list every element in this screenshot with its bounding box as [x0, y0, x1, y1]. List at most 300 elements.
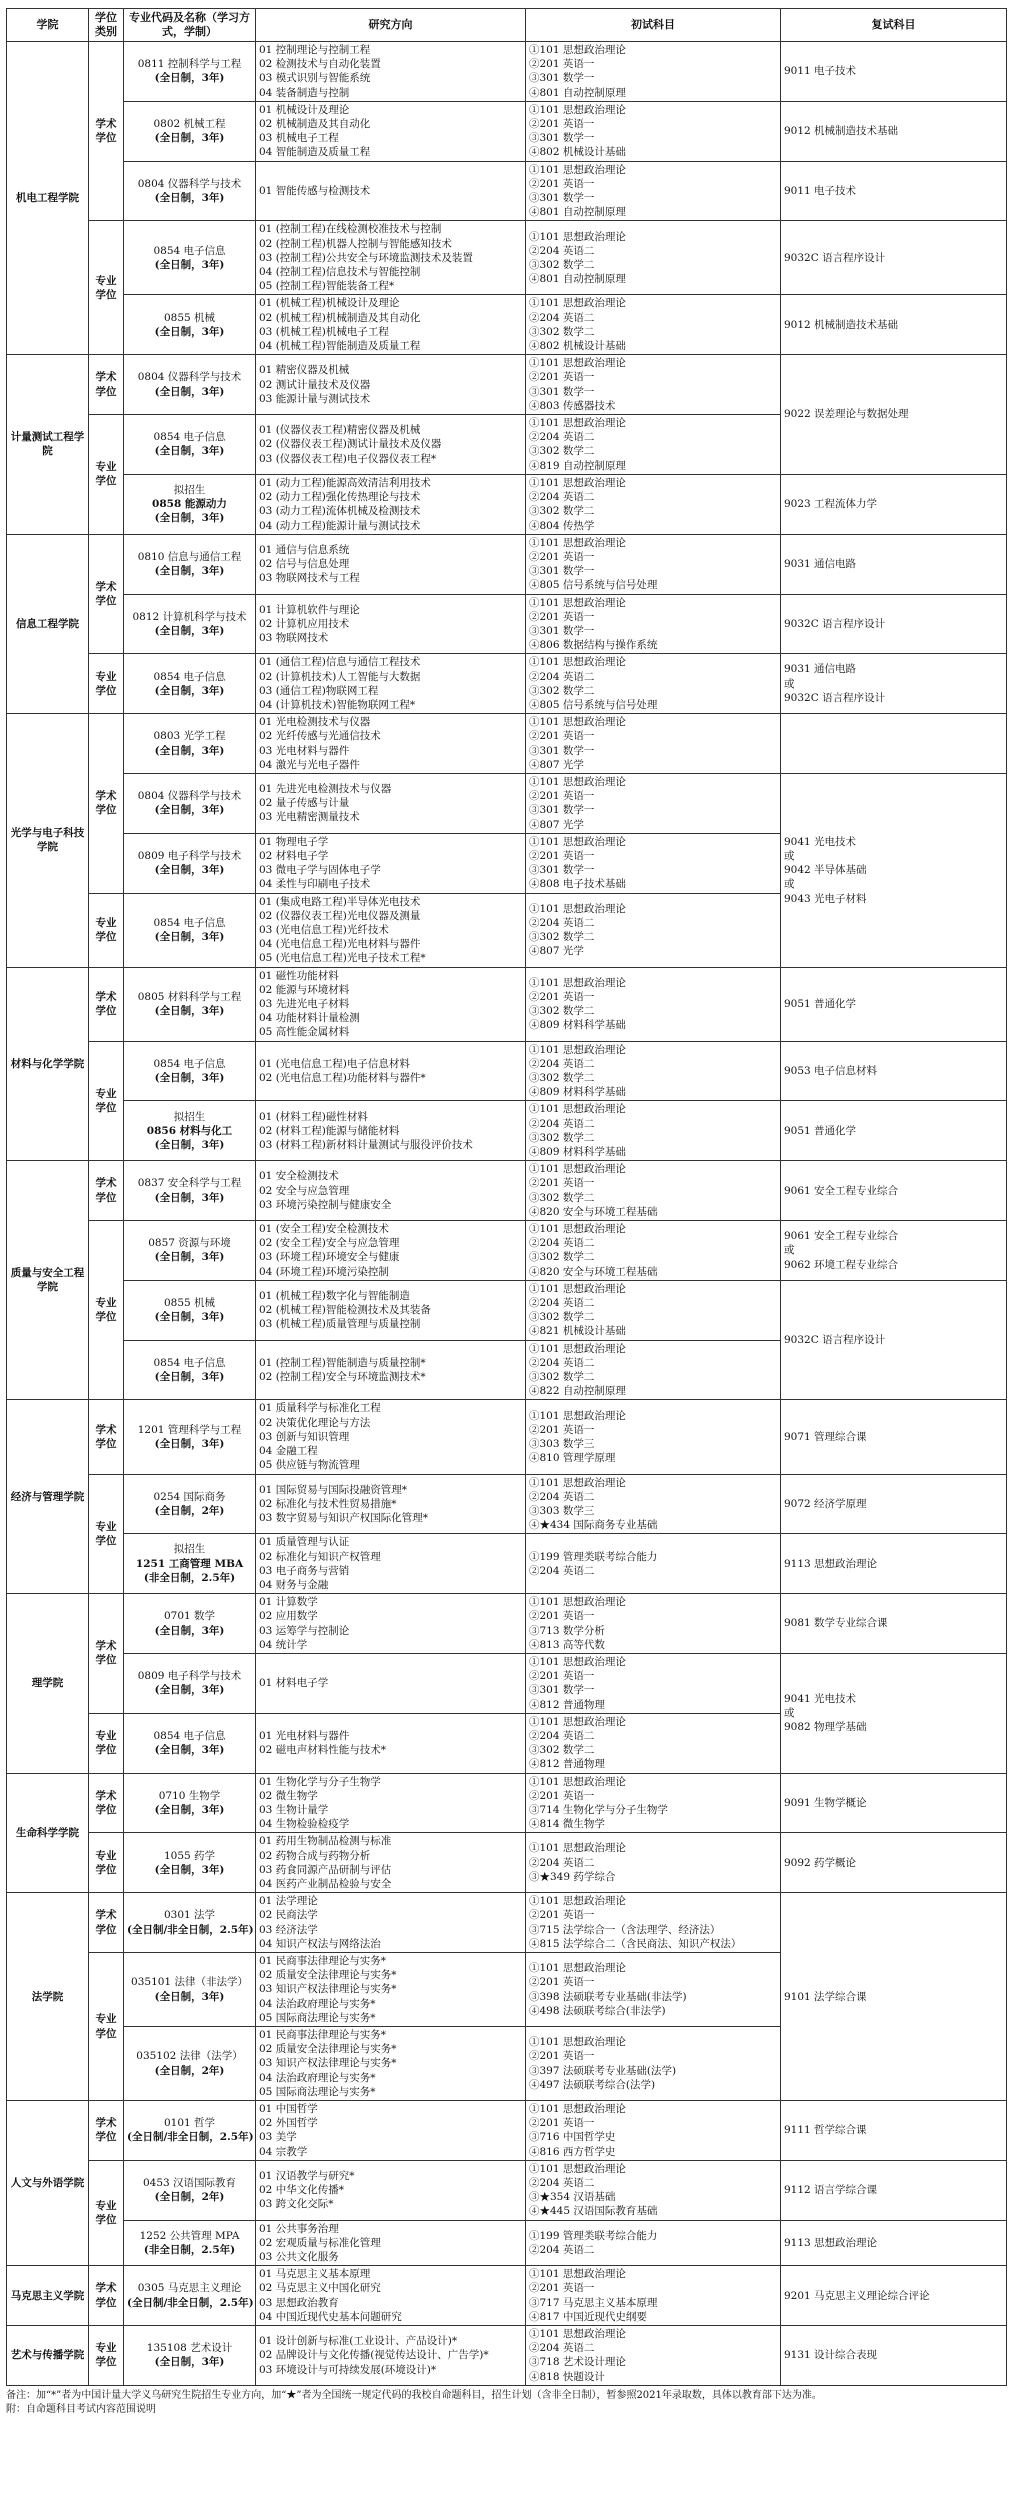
direction-item: 03 (动力工程)流体机械及检测技术: [259, 505, 421, 518]
exam-subject: ①101 思想政治理论: [529, 1223, 626, 1236]
direction-item: 02 (机械工程)机械制造及其自动化: [259, 311, 421, 324]
retest-subject: 9041 光电技术: [784, 835, 857, 848]
direction-item: 01 (光电信息工程)电子信息材料: [259, 1057, 410, 1070]
major-line: 0854 电子信息: [153, 1057, 226, 1070]
exam-subject: ③301 数学一: [529, 385, 595, 398]
exam-subject: ②204 英语二: [529, 1237, 595, 1250]
exam-subject: ①101 思想政治理论: [529, 44, 626, 56]
table-row: [7, 1101, 1007, 1161]
major-line: 0854 电子信息: [153, 1356, 226, 1369]
retest-cell: [781, 594, 1007, 654]
exam-subject: ③★349 药学综合: [529, 1870, 616, 1883]
direction-item: 01 机械设计及理论: [259, 103, 350, 116]
direction-item: 02 测试计量技术及仪器: [259, 378, 371, 391]
retest-cell: [781, 1594, 1007, 1654]
degree-type: 学术学位: [89, 1161, 124, 1221]
exam-subject: ③302 数学二: [529, 1005, 595, 1018]
direction-item: 01 生物化学与分子生物学: [259, 1775, 381, 1788]
retest-cell: [781, 2160, 1007, 2220]
research-direction-cell: [256, 967, 526, 1041]
research-direction-cell: [256, 893, 526, 967]
major-cell: [124, 2266, 256, 2326]
exam-subject: ②201 英语一: [529, 849, 595, 862]
preliminary-exam-cell: [526, 1161, 781, 1221]
direction-item: 03 电子商务与营销: [259, 1564, 350, 1577]
retest-subject: 9082 物理学基础: [784, 1721, 867, 1734]
college-name: 光学与电子科技学院: [7, 714, 89, 967]
research-direction-cell: [256, 1041, 526, 1101]
exam-subject: ①101 思想政治理论: [529, 1409, 626, 1422]
exam-subject: ④810 管理学原理: [529, 1452, 616, 1465]
exam-subject: ④802 机械设计基础: [529, 146, 626, 159]
major-cell: [124, 161, 256, 221]
degree-type: 学术学位: [89, 2266, 124, 2326]
direction-item: 04 财务与金融: [259, 1578, 329, 1591]
major-line: 0810 信息与通信工程: [137, 550, 242, 563]
direction-item: 05 高性能金属材料: [259, 1026, 350, 1039]
preliminary-exam-cell: [526, 2326, 781, 2386]
retest-subject: 9061 安全工程专业综合: [784, 1184, 899, 1197]
exam-subject: ④801 自动控制原理: [529, 86, 626, 99]
major-cell: [124, 1101, 256, 1161]
major-cell: [124, 1161, 256, 1221]
direction-item: 04 (计算机技术)智能物联网工程*: [259, 698, 416, 711]
major-cell: [124, 2101, 256, 2161]
preliminary-exam-cell: [526, 295, 781, 355]
retest-cell: [781, 1101, 1007, 1161]
retest-cell: [781, 1534, 1007, 1594]
direction-item: 01 通信与信息系统: [259, 543, 350, 556]
direction-item: 03 运筹学与控制论: [259, 1624, 350, 1637]
direction-item: 02 应用数学: [259, 1610, 318, 1623]
exam-subject: ③716 中国哲学史: [529, 2131, 616, 2144]
exam-subject: ③301 数学一: [529, 72, 595, 85]
direction-item: 01 中国哲学: [259, 2103, 318, 2116]
exam-subject: ③301 数学一: [529, 624, 595, 637]
table-row: [7, 1221, 1007, 1281]
direction-item: 01 药用生物制品检测与标准: [259, 1835, 392, 1848]
direction-item: 01 精密仪器及机械: [259, 364, 350, 377]
exam-subject: ①101 思想政治理论: [529, 716, 626, 729]
major-line: (全日制，3年): [154, 804, 225, 817]
exam-subject: ④809 材料科学基础: [529, 1146, 626, 1159]
direction-item: 02 (仪器仪表工程)光电仪器及测量: [259, 909, 421, 922]
footnote-appendix: 附：自命题科目考试内容范围说明: [6, 2404, 156, 2415]
research-direction-cell: [256, 1101, 526, 1161]
preliminary-exam-cell: [526, 833, 781, 893]
exam-subject: ①101 思想政治理论: [529, 775, 626, 788]
direction-item: 02 民商法学: [259, 1909, 318, 1922]
preliminary-exam-cell: [526, 161, 781, 221]
direction-item: 03 知识产权法律理论与实务*: [259, 1983, 397, 1996]
preliminary-exam-cell: [526, 415, 781, 475]
major-line: 拟招生: [173, 1543, 206, 1556]
direction-item: 01 (控制工程)在线检测校准技术与控制: [259, 223, 442, 236]
major-cell: [124, 1713, 256, 1773]
exam-subject: ①101 思想政治理论: [529, 1842, 626, 1855]
college-name: 艺术与传播学院: [7, 2326, 89, 2386]
exam-subject: ②204 英语二: [529, 2177, 595, 2190]
major-line: (全日制，3年): [154, 192, 225, 205]
direction-item: 01 (动力工程)能源高效清洁利用技术: [259, 476, 431, 489]
retest-subject: 9031 通信电路: [784, 558, 857, 570]
exam-subject: ④813 高等代数: [529, 1638, 605, 1651]
major-line: (全日制，3年): [154, 1311, 225, 1324]
exam-subject: ④807 光学: [529, 818, 584, 831]
direction-item: 03 光电材料与器件: [259, 744, 350, 757]
exam-subject: ③717 马克思主义基本原理: [529, 2296, 658, 2309]
retest-cell: [781, 1041, 1007, 1101]
research-direction-cell: [256, 1280, 526, 1340]
major-line: 0857 资源与环境: [148, 1237, 231, 1250]
direction-item: 02 光纤传感与光通信技术: [259, 730, 381, 743]
direction-item: 02 决策优化理论与方法: [259, 1416, 371, 1429]
preliminary-exam-cell: [526, 2266, 781, 2326]
degree-type: 学术学位: [89, 2101, 124, 2161]
college-name: 理学院: [7, 1594, 89, 1773]
preliminary-exam-cell: [526, 1893, 781, 1953]
direction-item: 03 经济法学: [259, 1923, 318, 1936]
preliminary-exam-cell: [526, 1953, 781, 2027]
research-direction-cell: [256, 714, 526, 774]
exam-subject: ②201 英语一: [529, 1177, 595, 1190]
table-row: [7, 295, 1007, 355]
major-line: (全日制，3年): [154, 1191, 225, 1204]
table-row: [7, 1893, 1007, 1953]
research-direction-cell: [256, 2027, 526, 2101]
direction-item: 01 (安全工程)安全检测技术: [259, 1223, 389, 1236]
direction-item: 04 (环境工程)环境污染控制: [259, 1265, 389, 1278]
major-line: 0804 仪器科学与技术: [137, 790, 242, 803]
major-line: 1252 公共管理 MPA: [139, 2229, 240, 2242]
table-row: [7, 654, 1007, 714]
table-row: [7, 101, 1007, 161]
table-row: [7, 967, 1007, 1041]
major-line: (全日制，3年): [154, 445, 225, 458]
table-row: [7, 1653, 1007, 1713]
exam-subject: ①101 思想政治理论: [529, 596, 626, 609]
exam-subject: ②204 英语二: [529, 1057, 595, 1070]
major-line: 拟招生: [173, 1110, 206, 1123]
direction-item: 04 (动力工程)能源计量与测试技术: [259, 519, 421, 532]
retest-subject: 9081 数学专业综合课: [784, 1617, 888, 1630]
exam-subject: ①101 思想政治理论: [529, 1962, 626, 1975]
major-cell: [124, 1474, 256, 1534]
exam-subject: ②201 英语一: [529, 610, 595, 623]
direction-item: 01 磁性功能材料: [259, 969, 339, 982]
exam-subject: ②204 英语二: [529, 1297, 595, 1310]
header-retest: 复试科目: [781, 9, 1007, 42]
preliminary-exam-cell: [526, 42, 781, 102]
exam-subject: ①101 思想政治理论: [529, 2036, 626, 2049]
direction-item: 03 微电子学与固体电子学: [259, 864, 381, 877]
major-line: (全日制，3年): [154, 565, 225, 578]
direction-item: 04 激光与光电子器件: [259, 758, 360, 771]
exam-subject: ③301 数学一: [529, 565, 595, 578]
exam-subject: ④804 传热学: [529, 519, 595, 532]
direction-item: 01 (通信工程)信息与通信工程技术: [259, 656, 421, 669]
exam-subject: ③301 数学一: [529, 744, 595, 757]
direction-item: 03 生物计量学: [259, 1803, 329, 1816]
direction-item: 01 安全检测技术: [259, 1170, 339, 1183]
exam-subject: ④821 机械设计基础: [529, 1325, 626, 1338]
college-name: 计量测试工程学院: [7, 355, 89, 534]
direction-item: 03 (材料工程)新材料计量测试与服役评价技术: [259, 1138, 473, 1151]
retest-subject: 9131 设计综合表现: [784, 2349, 878, 2362]
major-cell: [124, 415, 256, 475]
preliminary-exam-cell: [526, 773, 781, 833]
exam-subject: ④806 数据结构与操作系统: [529, 639, 658, 652]
major-line: (全日制，3年): [154, 1684, 225, 1697]
major-line: (全日制/非全日制，2.5年): [127, 2131, 254, 2144]
research-direction-cell: [256, 2101, 526, 2161]
major-line: (全日制，3年): [154, 385, 225, 398]
retest-cell: [781, 1221, 1007, 1281]
header-degree-type: 学位类别: [89, 9, 124, 42]
direction-item: 03 物联网技术: [259, 632, 329, 645]
major-line: 0809 电子科学与技术: [137, 849, 242, 862]
preliminary-exam-cell: [526, 474, 781, 534]
direction-item: 02 (光电信息工程)功能材料与器件*: [259, 1072, 426, 1085]
direction-item: 01 (集成电路工程)半导体光电技术: [259, 895, 421, 908]
exam-subject: ③302 数学二: [529, 1371, 595, 1384]
direction-item: 04 (光电信息工程)光电材料与器件: [259, 938, 421, 951]
degree-type: 专业学位: [89, 1041, 124, 1161]
exam-subject: ②201 英语一: [529, 118, 595, 131]
degree-type: 专业学位: [89, 1953, 124, 2101]
preliminary-exam-cell: [526, 2160, 781, 2220]
table-row: [7, 1400, 1007, 1474]
exam-subject: ②201 英语一: [529, 58, 595, 71]
direction-item: 03 机械电子工程: [259, 132, 339, 145]
exam-subject: ③★354 汉语基础: [529, 2191, 616, 2204]
major-cell: [124, 594, 256, 654]
major-line: (全日制/非全日制，2.5年): [127, 1923, 254, 1936]
direction-item: 03 美学: [259, 2131, 297, 2144]
degree-type: 学术学位: [89, 1893, 124, 1953]
exam-subject: ④818 快题设计: [529, 2370, 605, 2383]
retest-cell: [781, 714, 1007, 774]
major-line: (全日制，3年): [154, 864, 225, 877]
retest-subject: 9012 机械制造技术基础: [784, 125, 899, 138]
header-major: 专业代码及名称（学习方式，学制）: [124, 9, 256, 42]
retest-subject: 9042 半导体基础: [784, 864, 867, 877]
major-line: 0856 材料与化工: [146, 1124, 233, 1137]
exam-subject: ①101 思想政治理论: [529, 1715, 626, 1728]
exam-subject: ①101 思想政治理论: [529, 103, 626, 116]
retest-subject: 9071 管理综合课: [784, 1430, 867, 1443]
retest-cell: [781, 42, 1007, 102]
major-line: (非全日制，2.5年): [143, 2243, 236, 2256]
header-preliminary-exam: 初试科目: [526, 9, 781, 42]
major-line: 0701 数学: [163, 1610, 216, 1623]
direction-item: 01 控制理论与控制工程: [259, 44, 371, 56]
table-row: [7, 474, 1007, 534]
degree-type: 学术学位: [89, 534, 124, 654]
major-cell: [124, 1280, 256, 1340]
research-direction-cell: [256, 1534, 526, 1594]
college-name: 经济与管理学院: [7, 1400, 89, 1594]
exam-subject: ②204 英语二: [529, 1356, 595, 1369]
research-direction-cell: [256, 1893, 526, 1953]
exam-subject: ②204 英语二: [529, 1564, 595, 1577]
retest-cell: [781, 1280, 1007, 1400]
exam-subject: ④812 普通物理: [529, 1698, 605, 1711]
major-cell: [124, 355, 256, 415]
college-name: 生命科学学院: [7, 1773, 89, 1893]
direction-item: 04 知识产权法与网络法治: [259, 1937, 381, 1950]
exam-subject: ③302 数学二: [529, 1191, 595, 1204]
table-row: [7, 1161, 1007, 1221]
major-cell: [124, 2220, 256, 2266]
direction-item: 01 (控制工程)智能制造与质量控制*: [259, 1356, 426, 1369]
direction-item: 04 (机械工程)智能制造及质量工程: [259, 340, 421, 353]
major-line: 0453 汉语国际教育: [142, 2177, 237, 2190]
header-research-direction: 研究方向: [256, 9, 526, 42]
retest-cell: [781, 967, 1007, 1041]
major-line: (全日制，3年): [154, 1251, 225, 1264]
preliminary-exam-cell: [526, 1041, 781, 1101]
retest-subject: 或: [784, 1244, 795, 1257]
degree-type: 专业学位: [89, 1474, 124, 1594]
direction-item: 02 (安全工程)安全与应急管理: [259, 1237, 400, 1250]
direction-item: 03 思想政治教育: [259, 2296, 339, 2309]
exam-subject: ②204 英语二: [529, 311, 595, 324]
exam-subject: ①101 思想政治理论: [529, 1775, 626, 1788]
exam-subject: ①101 思想政治理论: [529, 297, 626, 310]
major-line: (全日制，3年): [154, 744, 225, 757]
major-line: 0811 控制科学与工程: [137, 58, 242, 71]
major-line: 0854 电子信息: [153, 1729, 226, 1742]
exam-subject: ①101 思想政治理论: [529, 2103, 626, 2116]
major-cell: [124, 654, 256, 714]
major-line: 0710 生物学: [158, 1789, 221, 1802]
exam-subject: ③302 数学二: [529, 445, 595, 458]
preliminary-exam-cell: [526, 355, 781, 415]
exam-subject: ④807 光学: [529, 758, 584, 771]
degree-type: 专业学位: [89, 654, 124, 714]
exam-subject: ④809 材料科学基础: [529, 1019, 626, 1032]
table-row: [7, 1594, 1007, 1654]
table-row: [7, 2101, 1007, 2161]
preliminary-exam-cell: [526, 534, 781, 594]
direction-item: 03 环境设计与可持续发展(环境设计)*: [259, 2363, 437, 2376]
footnote-remark: 备注：加“*”者为中国计量大学义乌研究生院招生专业方向，加“★”者为全国统一规定代码的我校自命题科目，招生计划（含非全日制），暂参照2021年录取数，具体以教育部下达为准。: [6, 2390, 822, 2401]
direction-item: 02 信号与信息处理: [259, 558, 350, 570]
retest-subject: 9032C 语言程序设计: [784, 251, 886, 264]
table-header: [7, 9, 1007, 42]
exam-subject: ③301 数学一: [529, 192, 595, 205]
major-cell: [124, 893, 256, 967]
preliminary-exam-cell: [526, 714, 781, 774]
exam-subject: ②201 英语一: [529, 2282, 595, 2295]
exam-subject: ③301 数学一: [529, 804, 595, 817]
exam-subject: ②204 英语二: [529, 244, 595, 257]
direction-item: 02 外国哲学: [259, 2117, 318, 2130]
retest-subject: 9043 光电子材料: [784, 892, 867, 905]
exam-subject: ③397 法硕联考专业基础(法学): [529, 2064, 677, 2077]
exam-subject: ②201 英语一: [529, 1670, 595, 1683]
major-line: (全日制，3年): [154, 2356, 225, 2369]
preliminary-exam-cell: [526, 1534, 781, 1594]
exam-subject: ④820 安全与环境工程基础: [529, 1205, 658, 1218]
major-cell: [124, 1653, 256, 1713]
degree-type: 学术学位: [89, 1400, 124, 1474]
retest-subject: 或: [784, 1707, 795, 1720]
direction-item: 02 质量安全法律理论与实务*: [259, 2043, 397, 2056]
major-line: (全日制，3年): [154, 931, 225, 944]
exam-subject: ④816 西方哲学史: [529, 2145, 616, 2158]
direction-item: 03 (机械工程)质量管理与质量控制: [259, 1318, 421, 1331]
college-name: 人文与外语学院: [7, 2101, 89, 2266]
direction-item: 03 (机械工程)机械电子工程: [259, 325, 389, 338]
retest-cell: [781, 2326, 1007, 2386]
exam-subject: ④801 自动控制原理: [529, 206, 626, 219]
direction-item: 03 (环境工程)环境安全与健康: [259, 1251, 400, 1264]
direction-item: 01 (材料工程)磁性材料: [259, 1110, 368, 1123]
research-direction-cell: [256, 355, 526, 415]
direction-item: 01 材料电子学: [259, 1677, 329, 1690]
research-direction-cell: [256, 1340, 526, 1400]
retest-subject: 9201 马克思主义理论综合评论: [784, 2289, 930, 2302]
exam-subject: ④807 光学: [529, 945, 584, 958]
major-line: (全日制，3年): [154, 512, 225, 525]
exam-subject: ①101 思想政治理论: [529, 1282, 626, 1295]
major-line: 0855 机械: [163, 1297, 216, 1310]
exam-subject: ②201 英语一: [529, 1610, 595, 1623]
retest-subject: 9112 语言学综合课: [784, 2184, 878, 2197]
direction-item: 02 (仪器仪表工程)测试计量技术及仪器: [259, 438, 442, 451]
direction-item: 05 (光电信息工程)光电子技术工程*: [259, 952, 426, 965]
admissions-table: [6, 8, 1007, 2386]
major-cell: [124, 1340, 256, 1400]
direction-item: 01 质量科学与标准化工程: [259, 1402, 381, 1415]
major-line: (全日制，3年): [154, 258, 225, 271]
exam-subject: ②204 英语二: [529, 670, 595, 683]
major-line: (全日制/非全日制，2.5年): [127, 2296, 254, 2309]
direction-item: 01 国际贸易与国际投融资管理*: [259, 1483, 407, 1496]
major-cell: [124, 1041, 256, 1101]
exam-subject: ②204 英语二: [529, 431, 595, 444]
direction-item: 02 量子传感与计量: [259, 797, 350, 810]
research-direction-cell: [256, 161, 526, 221]
major-line: 0812 计算机科学与技术: [132, 610, 247, 623]
direction-item: 01 设计创新与标准(工业设计、产品设计)*: [259, 2335, 458, 2348]
major-cell: [124, 1534, 256, 1594]
table-row: [7, 1474, 1007, 1534]
exam-subject: ②204 英语二: [529, 1117, 595, 1130]
direction-item: 01 物理电子学: [259, 835, 329, 848]
table-body: [7, 42, 1007, 2386]
preliminary-exam-cell: [526, 654, 781, 714]
exam-subject: ②201 英语一: [529, 990, 595, 1003]
major-cell: [124, 221, 256, 295]
exam-subject: ④802 机械设计基础: [529, 340, 626, 353]
retest-subject: 9011 电子技术: [784, 184, 857, 197]
table-row: [7, 355, 1007, 415]
major-line: 拟招生: [173, 483, 206, 496]
retest-cell: [781, 474, 1007, 534]
research-direction-cell: [256, 1773, 526, 1833]
exam-subject: ③302 数学二: [529, 1311, 595, 1324]
major-line: 0854 电子信息: [153, 431, 226, 444]
major-cell: [124, 295, 256, 355]
preliminary-exam-cell: [526, 967, 781, 1041]
major-line: 0858 能源动力: [152, 498, 227, 511]
research-direction-cell: [256, 1953, 526, 2027]
direction-item: 04 金融工程: [259, 1445, 318, 1458]
direction-item: 03 (通信工程)物联网工程: [259, 684, 379, 697]
